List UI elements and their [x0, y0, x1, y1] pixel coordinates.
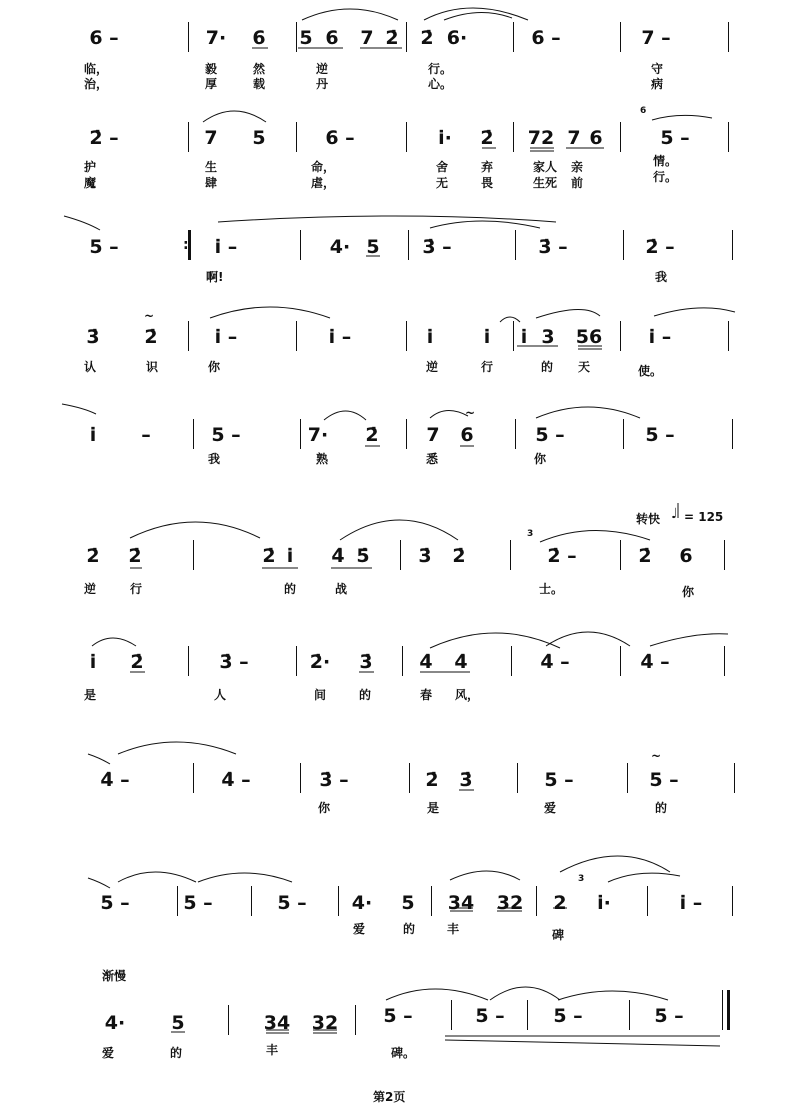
lyric: 爱 — [353, 922, 366, 936]
slur — [430, 410, 468, 418]
slur — [130, 522, 260, 538]
lyric: 是 — [84, 688, 97, 702]
note: 5 — [252, 127, 266, 149]
note: 6 – — [325, 127, 355, 149]
mordent-mark: ~ — [651, 749, 662, 763]
note: 7 — [567, 127, 581, 149]
note: 5 – — [645, 424, 675, 446]
note: 5 – — [649, 769, 679, 791]
slur — [340, 520, 458, 540]
slur — [88, 878, 110, 888]
note: 32 — [311, 1012, 339, 1034]
note: 3̇ – — [422, 236, 452, 258]
lyric: 毅 — [205, 62, 218, 76]
note: 2̇ – — [547, 545, 577, 567]
note: i̇· — [597, 892, 611, 914]
slur — [203, 111, 266, 122]
note: i̇ – — [648, 326, 672, 348]
lyric: 行。 — [653, 170, 678, 184]
note: 2̇ — [128, 545, 142, 567]
note: 5 – — [277, 892, 307, 914]
lyric: 碑 — [552, 928, 565, 942]
lyric: 的 — [655, 801, 668, 815]
note: 72 — [527, 127, 555, 149]
note: – — [141, 424, 151, 446]
lyric: 行 — [481, 360, 494, 374]
note: 5 — [299, 27, 313, 49]
lyric: 行 — [130, 582, 143, 596]
note: i̇ — [483, 326, 491, 348]
lyric: 命， — [311, 160, 336, 174]
note: 6· — [446, 27, 468, 49]
lyric: 爱 — [544, 801, 557, 815]
lyric: 你 — [534, 452, 547, 466]
note: 4· — [329, 236, 351, 258]
lyric: 魔 — [84, 176, 97, 190]
tempo-value: = 125 — [684, 510, 724, 524]
grace-note: 3 — [578, 874, 585, 884]
lyric: 行。 — [428, 62, 453, 76]
lyric: 的 — [359, 688, 372, 702]
note: 5 – — [660, 127, 690, 149]
lyric: 碑。 — [391, 1046, 416, 1060]
grace-note: 3 — [527, 529, 534, 539]
slur — [62, 404, 96, 414]
note: 6 – — [531, 27, 561, 49]
lyric: 畏 — [481, 176, 494, 190]
note: i̇ — [89, 651, 97, 673]
note: 4̇ – — [540, 651, 570, 673]
lyric: 病 — [651, 77, 664, 91]
lyric: 家人 — [533, 160, 558, 174]
note: 3 — [541, 326, 555, 348]
lyric: 我 — [655, 270, 668, 284]
lyric: 你 — [682, 585, 695, 599]
note: 34 — [447, 892, 475, 914]
slur — [198, 873, 292, 882]
lyric: 识 — [146, 360, 159, 374]
lyric: 士。 — [539, 582, 564, 596]
lyric: 逆 — [316, 62, 329, 76]
note: 2̇ — [480, 127, 494, 149]
note: i̇ – — [679, 892, 703, 914]
lyric: 的 — [170, 1046, 183, 1060]
note: 5 – — [475, 1005, 505, 1027]
slur — [450, 871, 520, 880]
note: 2̇ — [86, 545, 100, 567]
note: 4̇ – — [640, 651, 670, 673]
note: 3̇ – — [319, 769, 349, 791]
note: 5 — [171, 1012, 185, 1034]
lyric: 舍 — [436, 160, 449, 174]
lyric: 临， — [84, 62, 109, 76]
lyric: 啊! — [206, 270, 224, 284]
slur — [654, 308, 735, 316]
lyric: 熟 — [316, 452, 329, 466]
page-number: 第2页 — [373, 1090, 406, 1104]
lyric: 的 — [541, 360, 554, 374]
lyric: 然 — [253, 62, 266, 76]
slur — [546, 632, 630, 646]
lyric: 的 — [403, 922, 416, 936]
note: i̇ — [89, 424, 97, 446]
note: 5̇ — [356, 545, 370, 567]
note: 7· — [205, 27, 227, 49]
lyric: 我 — [208, 452, 221, 466]
slur — [558, 991, 668, 1000]
slur — [118, 872, 196, 882]
lyric: 丰 — [447, 922, 460, 936]
note: 2̇ — [385, 27, 399, 49]
note: 2̇ — [144, 326, 158, 348]
note: 5 — [366, 236, 380, 258]
mordent-mark: ~ — [144, 309, 155, 323]
lyric: 心。 — [428, 77, 453, 91]
slur — [444, 12, 512, 20]
lyric: 生 — [205, 160, 218, 174]
lyric: 逆 — [84, 582, 97, 596]
slur — [88, 754, 110, 764]
note: 7 – — [641, 27, 671, 49]
note: 5 – — [183, 892, 213, 914]
lyric: 亲 — [571, 160, 584, 174]
tempo-label: 转快 — [636, 512, 661, 526]
lyric: 战 — [335, 582, 348, 596]
lyric: 丰 — [266, 1043, 279, 1057]
note: 2̇ – — [89, 127, 119, 149]
lyric: 厚 — [205, 77, 218, 91]
lyric: 护 — [84, 160, 97, 174]
lyric: 悉 — [426, 452, 439, 466]
note: 6 — [460, 424, 474, 446]
note: i̇ – — [214, 326, 238, 348]
slur — [430, 633, 560, 648]
slur — [608, 873, 680, 882]
note: 4· — [104, 1012, 126, 1034]
lyric: 无 — [436, 176, 449, 190]
note: 2̇ — [638, 545, 652, 567]
decrescendo-line — [445, 1040, 720, 1046]
lyric: 是 — [427, 801, 440, 815]
lyric: 守 — [651, 62, 664, 76]
note: 6 – — [89, 27, 119, 49]
note: 5 — [401, 892, 415, 914]
slur — [386, 989, 488, 1000]
slur — [536, 309, 600, 318]
note: 2 — [553, 892, 567, 914]
lyric: 爱 — [102, 1046, 115, 1060]
note: i̇ — [520, 326, 528, 348]
note: i̇ — [286, 545, 294, 567]
note: 56 — [575, 326, 603, 348]
lyric: 间 — [314, 688, 327, 702]
note: 6 — [325, 27, 339, 49]
tempo-marking: 渐慢 — [102, 969, 127, 983]
lyric: 使。 — [638, 364, 663, 378]
lyric: 丹 — [316, 77, 329, 91]
repeat-dots: : — [183, 237, 189, 253]
slur — [536, 407, 640, 418]
note: 2̇ — [130, 651, 144, 673]
lyric: 肆 — [205, 176, 218, 190]
note: 6 — [252, 27, 266, 49]
note: 2̇ — [425, 769, 439, 791]
slur — [218, 216, 556, 222]
note: 5 – — [544, 769, 574, 791]
slur — [324, 411, 366, 420]
note: 5 – — [100, 892, 130, 914]
note: 5 – — [535, 424, 565, 446]
lyric: 天 — [578, 360, 591, 374]
slur — [118, 742, 236, 754]
lyric: 逆 — [426, 360, 439, 374]
lyric: 风， — [455, 688, 480, 702]
note: i̇ – — [328, 326, 352, 348]
note: 2̇ — [420, 27, 434, 49]
note: 3̇ – — [538, 236, 568, 258]
note: 2̇· — [309, 651, 331, 673]
grace-note: 6 — [640, 106, 647, 116]
note: 7 — [426, 424, 440, 446]
lyric: 弃 — [481, 160, 494, 174]
slur — [652, 115, 712, 120]
note: 7 — [204, 127, 218, 149]
note: 4· — [351, 892, 373, 914]
note: 2̇ — [365, 424, 379, 446]
note: i̇ — [426, 326, 434, 348]
lyric: 前 — [571, 176, 584, 190]
note: 34 — [263, 1012, 291, 1034]
note: 3̇ — [418, 545, 432, 567]
slur — [430, 221, 540, 228]
lyric: 载 — [253, 77, 266, 91]
note: 2̇ – — [645, 236, 675, 258]
lyric: 春 — [420, 688, 433, 702]
slur — [560, 856, 670, 872]
slur — [650, 634, 728, 646]
note: 2̇ — [262, 545, 276, 567]
note: 7 — [360, 27, 374, 49]
note: 5 – — [553, 1005, 583, 1027]
lyric: 治， — [84, 77, 109, 91]
lyric: 的 — [284, 582, 297, 596]
slur — [64, 216, 100, 230]
note: 3̇ – — [219, 651, 249, 673]
note: 4̇ – — [100, 769, 130, 791]
slur — [500, 317, 520, 322]
note: 4̇ – — [221, 769, 251, 791]
note: 5 – — [383, 1005, 413, 1027]
note: 7· — [307, 424, 329, 446]
lyric: 你 — [208, 360, 221, 374]
slur — [302, 9, 398, 20]
lyric: 人 — [214, 688, 227, 702]
lyric: 认 — [84, 360, 97, 374]
slur — [540, 530, 650, 542]
note: 2̇ — [452, 545, 466, 567]
note: 5 – — [211, 424, 241, 446]
lyric: 生死 — [533, 176, 558, 190]
note: i̇ – — [214, 236, 238, 258]
note: i̇· — [438, 127, 452, 149]
note: 3̇ — [359, 651, 373, 673]
mordent-mark: ~ — [465, 406, 476, 420]
half-note-icon: ♩ — [671, 506, 678, 522]
slur — [490, 987, 560, 1000]
note: 4̇ — [454, 651, 468, 673]
lyric: 你 — [318, 801, 331, 815]
note: 3̇ — [86, 326, 100, 348]
note: 4̇ — [419, 651, 433, 673]
note: 5 – — [654, 1005, 684, 1027]
slur — [210, 307, 330, 318]
note: 5 – — [89, 236, 119, 258]
note: 6 — [589, 127, 603, 149]
note: 3̇ — [459, 769, 473, 791]
note: 6 — [679, 545, 693, 567]
slur — [424, 8, 528, 20]
lyric: 虐， — [311, 176, 336, 190]
note: 4̇ — [331, 545, 345, 567]
slur — [92, 638, 136, 646]
lyric: 情。 — [653, 154, 678, 168]
note: 32 — [496, 892, 524, 914]
